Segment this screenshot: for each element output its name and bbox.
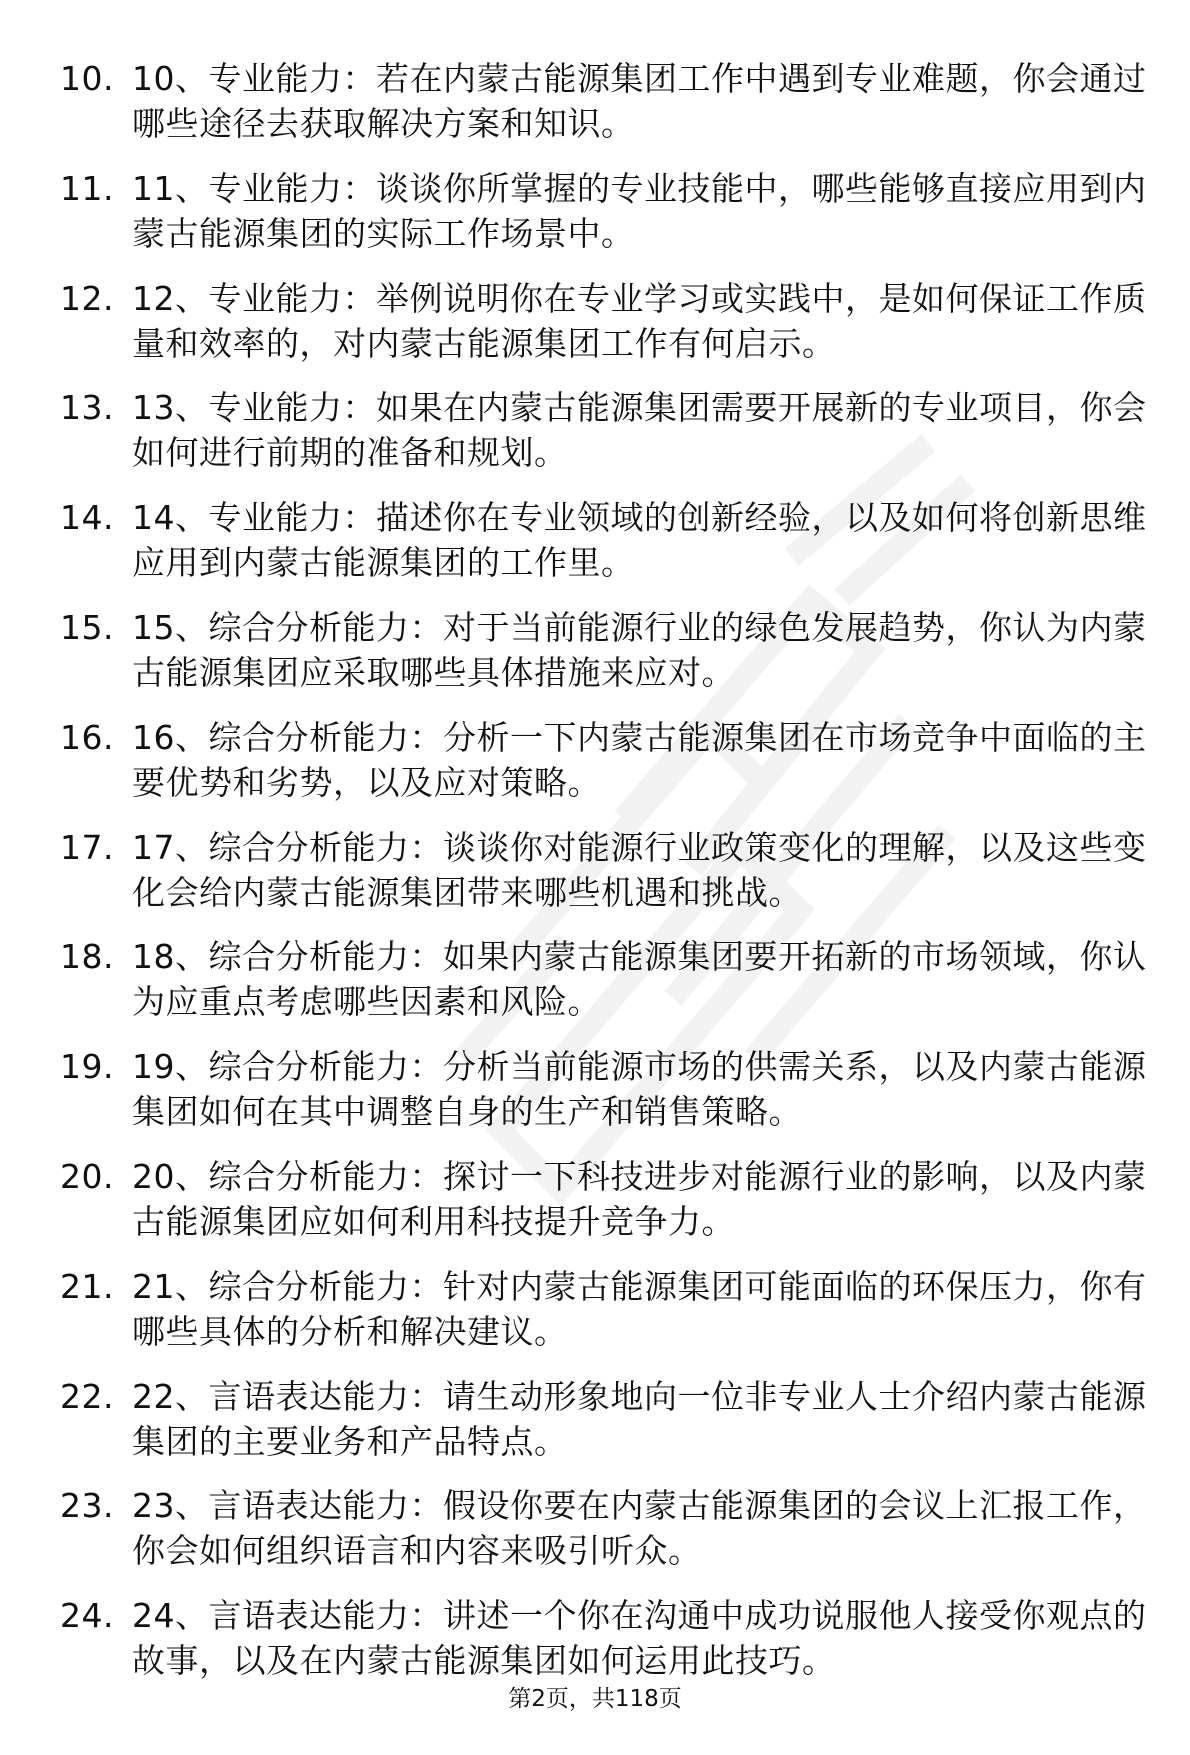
question-number: 24. <box>60 1596 114 1636</box>
question-number: 16. <box>60 717 114 757</box>
question-text: 17、综合分析能力：谈谈你对能源行业政策变化的理解，以及这些变化会给内蒙古能源集团带来哪些机遇和挑战。 <box>132 827 1147 912</box>
question-item <box>60 934 1160 1024</box>
question-item <box>60 715 1160 805</box>
question-number: 15. <box>60 607 114 647</box>
question-text: 12、专业能力：举例说明你在专业学习或实践中，是如何保证工作质量和效率的，对内蒙古能源集团工作有何启示。 <box>132 278 1147 363</box>
question-item <box>60 166 1160 256</box>
question-text: 10、专业能力：若在内蒙古能源集团工作中遇到专业难题，你会通过哪些途径去获取解决方案和知识。 <box>132 59 1147 143</box>
question-text: 19、综合分析能力：分析当前能源市场的供需关系，以及内蒙古能源集团如何在其中调整自身的生产和销售策略。 <box>132 1047 1147 1132</box>
question-item <box>60 276 1160 366</box>
question-item <box>60 825 1160 915</box>
question-number: 21. <box>60 1266 114 1306</box>
question-number: 19. <box>60 1047 114 1087</box>
question-item <box>60 495 1160 585</box>
question-number: 13. <box>60 388 114 428</box>
question-number: 17. <box>60 827 114 867</box>
question-text: 16、综合分析能力：分析一下内蒙古能源集团在市场竞争中面临的主要优势和劣势，以及应对策略。 <box>132 717 1147 802</box>
question-number: 20. <box>60 1156 114 1196</box>
question-text: 21、综合分析能力：针对内蒙古能源集团可能面临的环保压力，你有哪些具体的分析和解决建议。 <box>132 1266 1147 1351</box>
question-text: 24、言语表达能力：讲述一个你在沟通中成功说服他人接受你观点的故事，以及在内蒙古能源集团如何运用此技巧。 <box>132 1596 1147 1681</box>
question-item <box>60 1593 1160 1683</box>
question-number: 23. <box>60 1486 114 1526</box>
question-number: 14. <box>60 498 114 538</box>
question-item <box>60 1264 1160 1354</box>
question-item <box>60 1154 1160 1244</box>
question-item <box>60 56 1160 146</box>
question-text: 15、综合分析能力：对于当前能源行业的绿色发展趋势，你认为内蒙古能源集团应采取哪些具体措施来应对。 <box>132 607 1147 692</box>
question-item <box>60 605 1160 695</box>
question-list <box>60 56 1160 1703</box>
page-number: 第2页，共118页 <box>508 1686 682 1712</box>
question-number: 10. <box>60 59 114 98</box>
question-number: 12. <box>60 278 114 318</box>
question-number: 18. <box>60 937 114 977</box>
question-item <box>60 1044 1160 1134</box>
question-item <box>60 385 1160 475</box>
question-text: 23、言语表达能力：假设你要在内蒙古能源集团的会议上汇报工作，你会如何组织语言和内容来吸引听众。 <box>132 1486 1147 1571</box>
question-item <box>60 1374 1160 1464</box>
question-text: 20、综合分析能力：探讨一下科技进步对能源行业的影响，以及内蒙古能源集团应如何利用科技提升竞争力。 <box>132 1156 1147 1241</box>
question-text: 22、言语表达能力：请生动形象地向一位非专业人士介绍内蒙古能源集团的主要业务和产品特点。 <box>132 1376 1147 1461</box>
question-item <box>60 1483 1160 1573</box>
question-number: 11. <box>60 168 114 208</box>
question-text: 14、专业能力：描述你在专业领域的创新经验，以及如何将创新思维应用到内蒙古能源集团的工作里。 <box>132 498 1147 583</box>
question-text: 11、专业能力：谈谈你所掌握的专业技能中，哪些能够直接应用到内蒙古能源集团的实际工作场景中。 <box>132 168 1147 253</box>
question-text: 13、专业能力：如果在内蒙古能源集团需要开展新的专业项目，你会如何进行前期的准备和规划。 <box>132 388 1147 473</box>
question-text: 18、综合分析能力：如果内蒙古能源集团要开拓新的市场领域，你认为应重点考虑哪些因素和风险。 <box>132 937 1147 1022</box>
question-number: 22. <box>60 1376 114 1416</box>
